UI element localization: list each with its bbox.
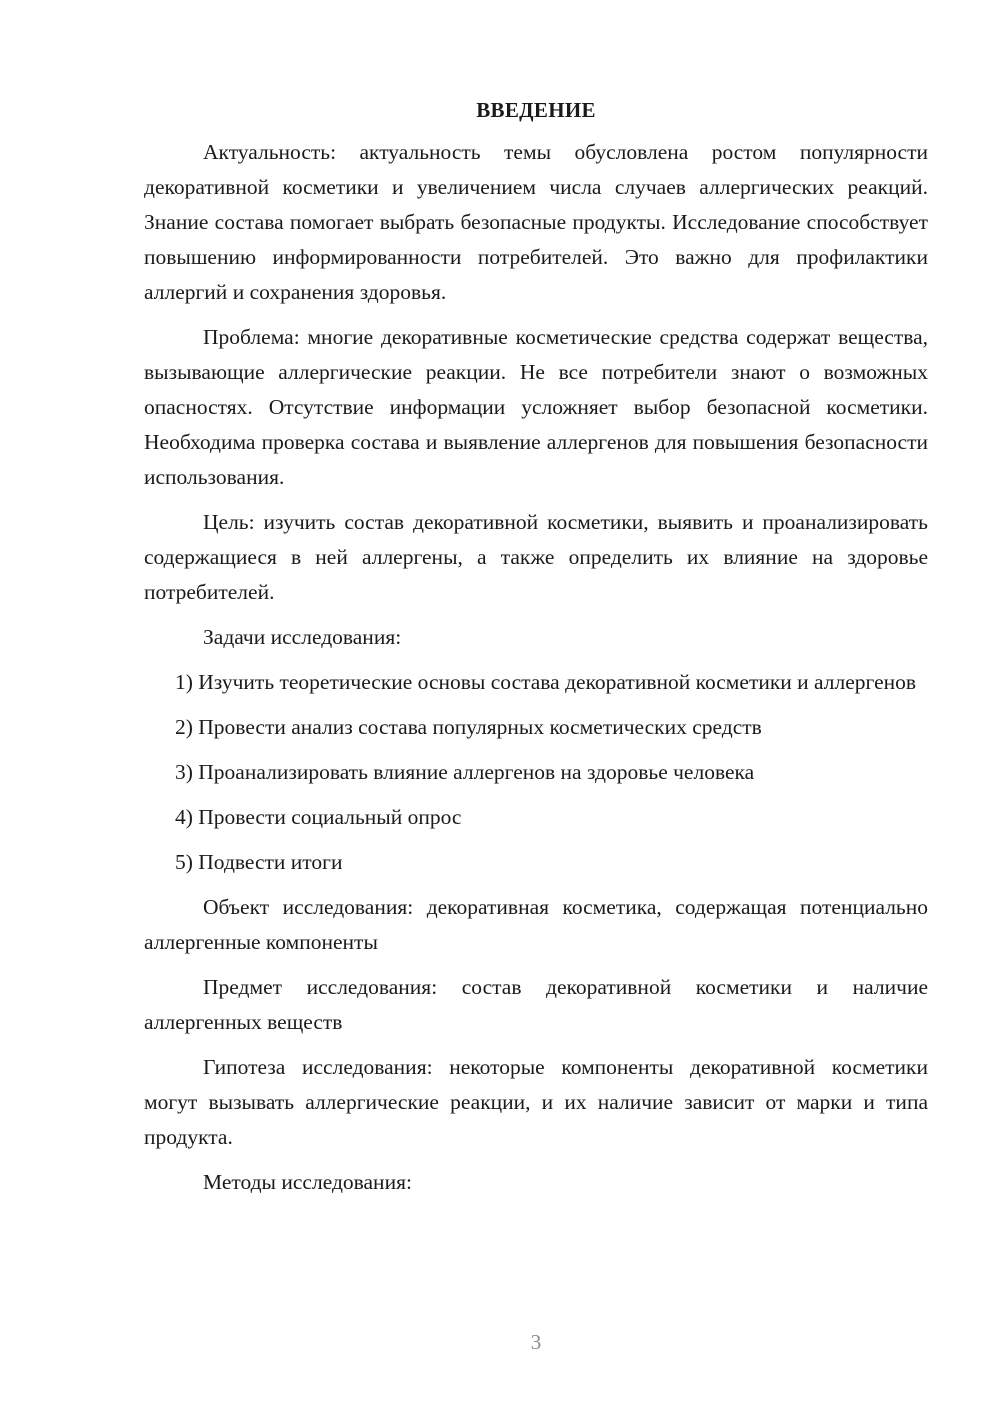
paragraph-hypothesis: Гипотеза исследования: некоторые компоненты декоративной косметики могут вызывать аллергические реакции, и их наличие зависит от марки и типа продукта. [144,1055,928,1149]
tasks-list [144,665,928,880]
list-item: 3) Проанализировать влияние аллергенов на здоровье человека [175,760,755,784]
paragraph-problem: Проблема: многие декоративные косметические средства содержат вещества, вызывающие аллергические реакции. Не все потребители знают о возможных опасностях. Отсутствие информации усложняет выбор безопасной косметики. Необходима проверка состава и выявление аллергенов для повышения безопасности использования. [144,325,928,489]
list-item: 5) Подвести итоги [175,850,343,874]
methods-title: Методы исследования: [203,1170,412,1194]
paragraph-goal: Цель: изучить состав декоративной косметики, выявить и проанализировать содержащиеся в ней аллергены, а также определить их влияние на здоровье потребителей. [144,510,928,604]
list-item: 4) Провести социальный опрос [175,805,462,829]
page-title: ВВЕДЕНИЕ [476,98,596,122]
paragraph-relevance: Актуальность: актуальность темы обусловлена ростом популярности декоративной косметики и увеличением числа случаев аллергических реакций. Знание состава помогает выбрать безопасные продукты. Исследование способствует повышению информированности потребителей. Это важно для профилактики аллергий и сохранения здоровья. [144,140,928,304]
tasks-title: Задачи исследования: [203,625,402,649]
page-number: 3 [530,1330,542,1354]
paragraph-subject: Предмет исследования: состав декоративной косметики и наличие аллергенных веществ [144,975,928,1034]
paragraph-object: Объект исследования: декоративная косметика, содержащая потенциально аллергенные компоненты [144,895,928,954]
document-page [144,93,928,1200]
list-item: 2) Провести анализ состава популярных косметических средств [175,715,762,739]
list-item: 1) Изучить теоретические основы состава декоративной косметики и аллергенов [175,670,917,694]
